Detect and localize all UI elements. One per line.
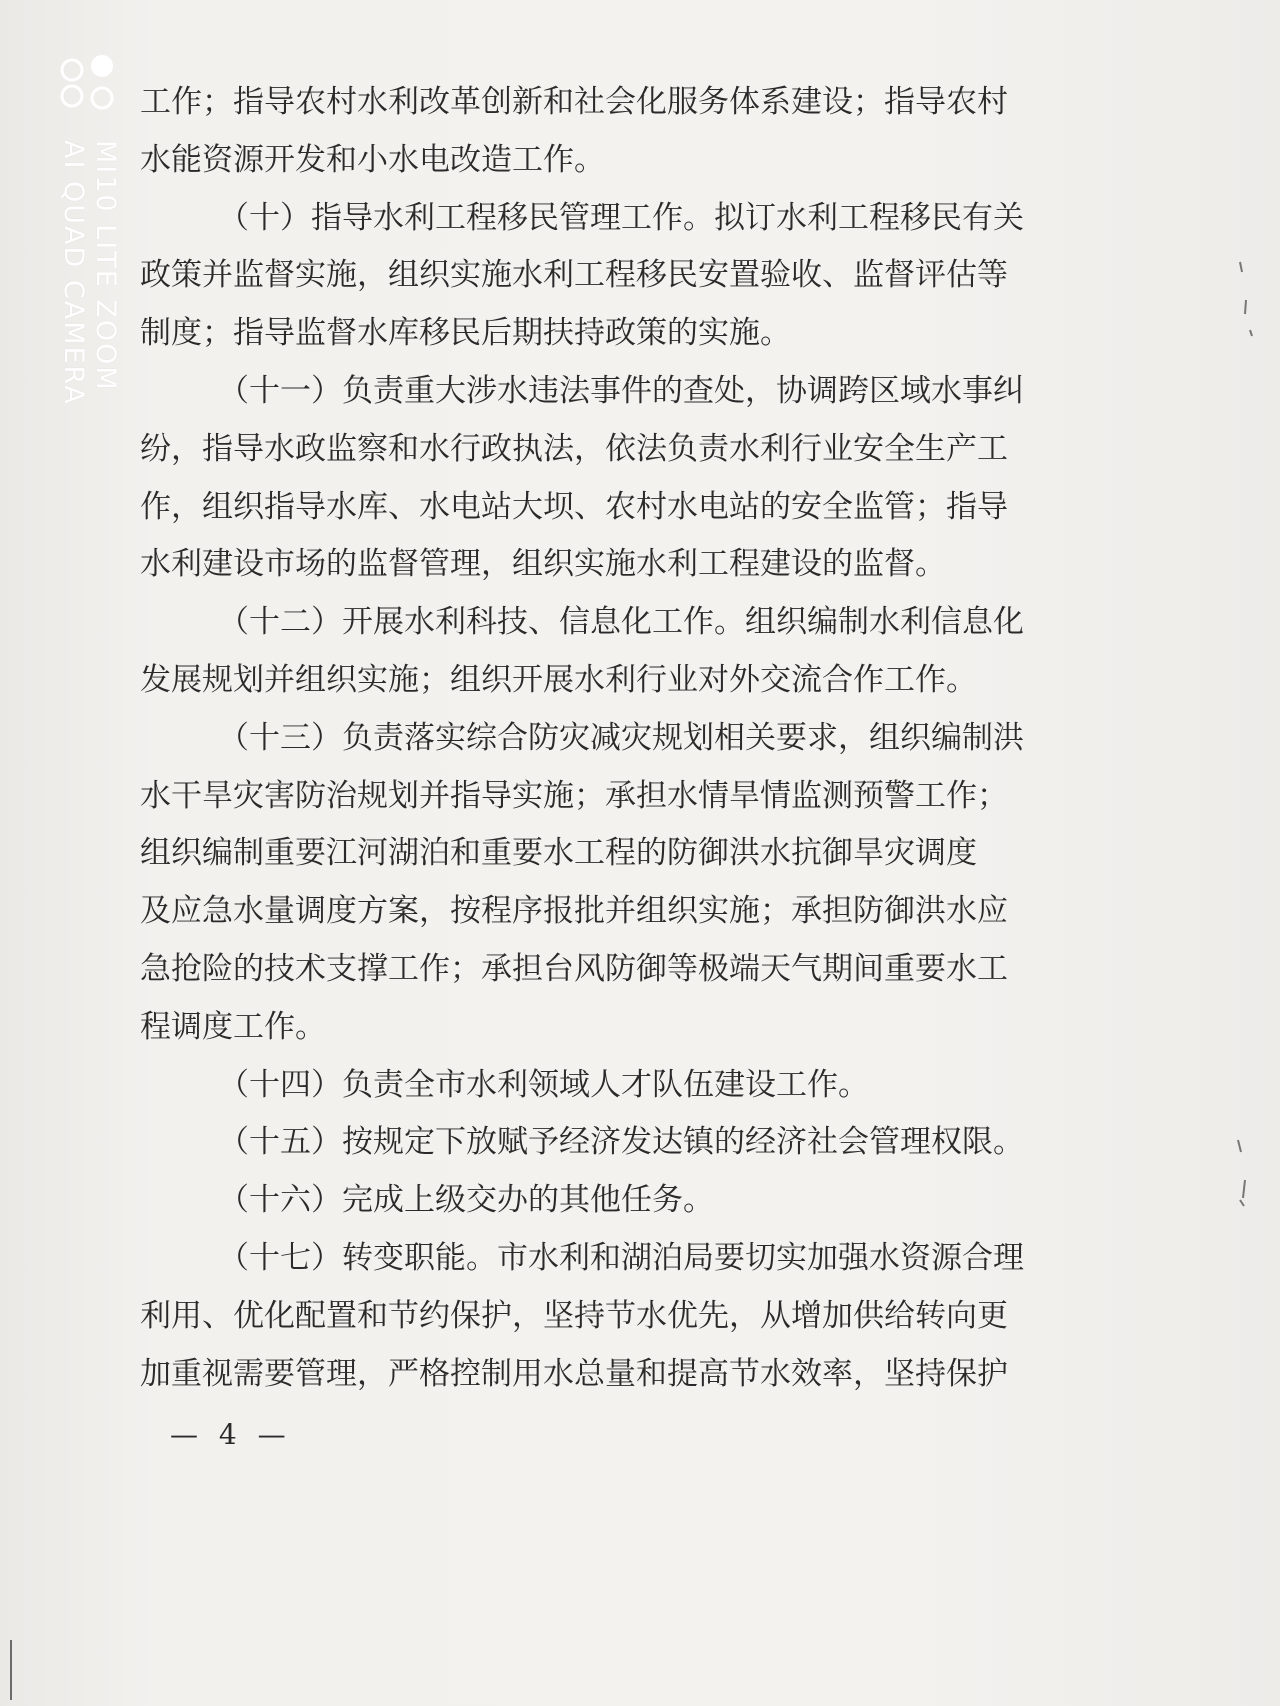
text-line: （十六）完成上级交办的其他任务。 xyxy=(218,1182,714,1219)
text-line: 作，组织指导水库、水电站大坝、农村水电站的安全监管；指导 xyxy=(140,488,1008,525)
text-line: 程调度工作。 xyxy=(140,1008,326,1045)
margin-scan-marks xyxy=(1190,0,1280,1706)
scan-edge-mark xyxy=(10,1640,12,1700)
document-body xyxy=(140,74,1100,1403)
text-line: 纷，指导水政监察和水行政执法，依法负责水利行业安全生产工 xyxy=(140,430,1008,467)
text-line: 发展规划并组织实施；组织开展水利行业对外交流合作工作。 xyxy=(140,661,977,698)
watermark-camera: AI QUAD CAMERA xyxy=(58,140,89,406)
text-line: 水干旱灾害防治规划并指导实施；承担水情旱情监测预警工作； xyxy=(140,777,1008,814)
text-line: 制度；指导监督水库移民后期扶持政策的实施。 xyxy=(140,315,791,352)
text-line: （十四）负责全市水利领域人才队伍建设工作。 xyxy=(218,1066,869,1103)
text-line: 水利建设市场的监督管理，组织实施水利工程建设的监督。 xyxy=(140,546,946,583)
page-number: — 4 — xyxy=(170,1418,292,1451)
text-line: （十五）按规定下放赋予经济发达镇的经济社会管理权限。 xyxy=(218,1124,1024,1161)
watermark-device: MI10 LITE ZOOM xyxy=(90,140,121,392)
text-line: 及应急水量调度方案，按程序报批并组织实施；承担防御洪水应 xyxy=(140,893,1008,930)
text-line: 组织编制重要江河湖泊和重要水工程的防御洪水抗御旱灾调度 xyxy=(140,835,977,872)
text-line: （十）指导水利工程移民管理工作。拟订水利工程移民有关 xyxy=(218,199,1024,236)
text-line: （十三）负责落实综合防灾减灾规划相关要求，组织编制洪 xyxy=(218,719,1024,756)
text-line: 工作；指导农村水利改革创新和社会化服务体系建设；指导农村 xyxy=(140,84,1008,120)
text-line: 利用、优化配置和节约保护，坚持节水优先，从增加供给转向更 xyxy=(140,1297,1008,1334)
text-line: 水能资源开发和小水电改造工作。 xyxy=(140,141,605,178)
text-line: 急抢险的技术支撑工作；承担台风防御等极端天气期间重要水工 xyxy=(140,950,1008,987)
text-line: 政策并监督实施，组织实施水利工程移民安置验收、监督评估等 xyxy=(140,257,1008,294)
text-line: （十一）负责重大涉水违法事件的查处，协调跨区域水事纠 xyxy=(218,372,1024,409)
text-line: （十二）开展水利科技、信息化工作。组织编制水利信息化 xyxy=(218,604,1024,641)
text-line: （十七）转变职能。市水利和湖泊局要切实加强水资源合理 xyxy=(218,1239,1024,1276)
text-line: 加重视需要管理，严格控制用水总量和提高节水效率，坚持保护 xyxy=(140,1355,1008,1392)
camera-watermark-logo-icon xyxy=(56,52,120,116)
camera-watermark-text xyxy=(60,140,120,440)
